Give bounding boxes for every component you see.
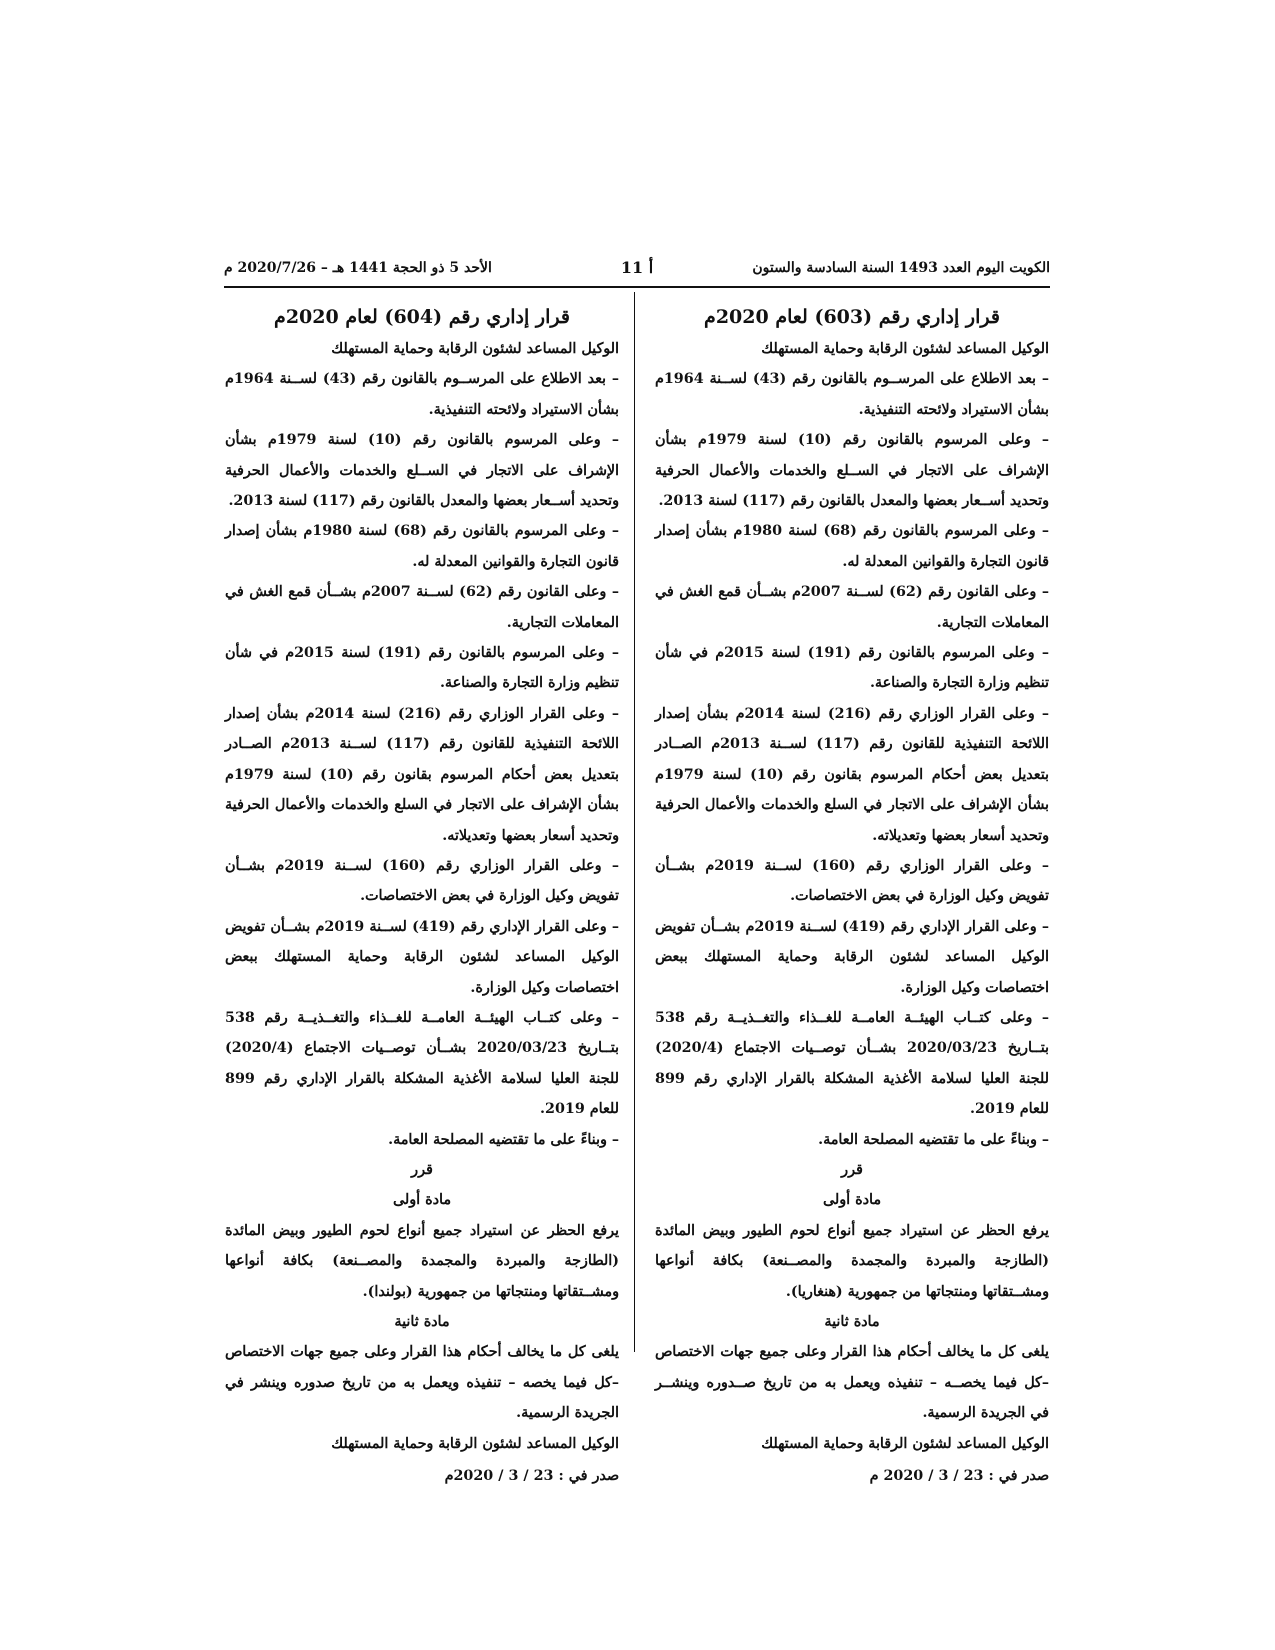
clause: – وعلى القرار الوزاري رقم (216) لسنة 2014م بشأن إصدار اللائحة التنفيذية للقانون رقم (117) لســنة 2013م الصــادر بتعديل بعض أحكام المرسوم بقانون رقم (10) لسنة 1979م بشأن الإشراف على الاتجار في السلع والخدمات والأعمال الحرفية وتحديد أسعار بعضها وتعديلاته. — [225, 705, 620, 844]
issue-date-line: صدر في : 23 / 3 / 2020م — [444, 1468, 619, 1485]
page-header — [224, 256, 1050, 286]
clause: – وعلى المرسوم بالقانون رقم (191) لسنة 2015م في شأن تنظيم وزارة التجارة والصناعة. — [655, 645, 1049, 692]
clause: – وعلى القرار الوزاري رقم (160) لســنة 2019م بشــأن تفويض وكيل الوزارة في بعض الاختصاصات. — [655, 857, 1050, 905]
decision-title: قرار إداري رقم (603) لعام 2020م — [704, 306, 1000, 328]
article-2-text: يلغى كل ما يخالف أحكام هذا القرار وعلى جميع جهات الاختصاص –كل فيما يخصــه – تنفيذه ويعمل به من تاريخ صــدوره وينشــر في الجريدة الرسمية. — [655, 1344, 1049, 1422]
article-2-heading: مادة ثانية — [394, 1314, 450, 1330]
clause: – بعد الاطلاع على المرســوم بالقانون رقم (43) لســنة 1964م بشأن الاستيراد ولائحته التنفيذية. — [655, 371, 1050, 418]
decision-604-column — [225, 300, 619, 1491]
clause: – وعلى المرسوم بالقانون رقم (10) لسنة 1979م بشأن الإشراف على الاتجار في الســلع والخدمات والأعمال الحرفية وتحديد أســعار بعضها والمعدل بالقانون رقم (117) لسنة 2013. — [225, 432, 620, 510]
clause: – وعلى القرار الإداري رقم (419) لســنة 2019م بشــأن تفويض الوكيل المساعد لشئون الرقابة وحماية المستهلك ببعض اختصاصات وكيل الوزارة. — [225, 918, 619, 996]
article-1-text: يرفع الحظر عن استيراد جميع أنواع لحوم الطيور وبيض المائدة (الطازجة والمبردة والمجمدة والمصــنعة) بكافة أنواعها ومشــتقاتها ومنتجاتها من جمهورية (بولندا). — [225, 1222, 619, 1300]
signature: الوكيل المساعد لشئون الرقابة وحماية المستهلك — [761, 1435, 1049, 1452]
article-2-heading: مادة ثانية — [824, 1314, 880, 1330]
clause: – وعلى المرسوم بالقانون رقم (10) لسنة 1979م بشأن الإشراف على الاتجار في الســلع والخدمات والأعمال الحرفية وتحديد أســعار بعضها والمعدل بالقانون رقم (117) لسنة 2013. — [655, 432, 1050, 510]
decision-title: قرار إداري رقم (604) لعام 2020م — [274, 306, 570, 328]
clause: – وعلى كتــاب الهيئــة العامــة للغــذاء والتغــذيــة رقم 538 بتــاريخ 2020/03/23 بشــأن توصــيات الاجتماع (2020/4) للجنة العليا لسلامة الأغذية المشكلة بالقرار الإداري رقم 899 للعام 2019. — [225, 1009, 619, 1118]
page-number: أ 11 — [620, 258, 654, 277]
article-2-text: يلغى كل ما يخالف أحكام هذا القرار وعلى جميع جهات الاختصاص –كل فيما يخصه – تنفيذه ويعمل به من تاريخ صدوره وينشر في الجريدة الرسمية. — [225, 1344, 619, 1422]
issue-date-line: صدر في : 23 / 3 / 2020 م — [869, 1468, 1049, 1485]
clause: – وعلى المرسوم بالقانون رقم (68) لسنة 1980م بشأن إصدار قانون التجارة والقوانين المعدلة له. — [655, 523, 1049, 570]
issuer-line: الوكيل المساعد لشئون الرقابة وحماية المستهلك — [761, 341, 1049, 357]
clause: – وعلى كتــاب الهيئــة العامــة للغــذاء والتغــذيــة رقم 538 بتــاريخ 2020/03/23 بشــأن توصــيات الاجتماع (2020/4) للجنة العليا لسلامة الأغذية المشكلة بالقرار الإداري رقم 899 للعام 2019. — [655, 1009, 1049, 1118]
decided-heading: قرر — [841, 1161, 863, 1178]
decision-603-column — [655, 300, 1049, 1491]
column-divider — [634, 292, 635, 1352]
clause: – وعلى القرار الوزاري رقم (160) لســنة 2019م بشــأن تفويض وكيل الوزارة في بعض الاختصاصات. — [225, 857, 620, 905]
header-rule — [224, 286, 1050, 288]
clause: – وعلى القانون رقم (62) لســنة 2007م بشــأن قمع الغش في المعاملات التجارية. — [655, 584, 1050, 631]
signature: الوكيل المساعد لشئون الرقابة وحماية المستهلك — [331, 1435, 619, 1452]
clause: – وعلى القرار الوزاري رقم (216) لسنة 2014م بشأن إصدار اللائحة التنفيذية للقانون رقم (117) لســنة 2013م الصــادر بتعديل بعض أحكام المرسوم بقانون رقم (10) لسنة 1979م بشأن الإشراف على الاتجار في السلع والخدمات والأعمال الحرفية وتحديد أسعار بعضها وتعديلاته. — [655, 705, 1050, 844]
gazette-issue: الكويت اليوم العدد 1493 السنة السادسة والستون — [752, 260, 1050, 276]
clause: – بعد الاطلاع على المرســوم بالقانون رقم (43) لســنة 1964م بشأن الاستيراد ولائحته التنفيذية. — [225, 371, 620, 418]
clause: – وبناءً على ما تقتضيه المصلحة العامة. — [388, 1131, 619, 1148]
article-1-text: يرفع الحظر عن استيراد جميع أنواع لحوم الطيور وبيض المائدة (الطازجة والمبردة والمجمدة والمصــنعة) بكافة أنواعها ومشــتقاتها ومنتجاتها من جمهورية (هنغاريا). — [655, 1222, 1049, 1300]
clause: – وعلى المرسوم بالقانون رقم (191) لسنة 2015م في شأن تنظيم وزارة التجارة والصناعة. — [225, 645, 619, 692]
issue-date: الأحد 5 ذو الحجة 1441 هـ – 2020/7/26 م — [224, 260, 492, 276]
clause: – وعلى القانون رقم (62) لســنة 2007م بشــأن قمع الغش في المعاملات التجارية. — [225, 584, 620, 631]
decided-heading: قرر — [411, 1161, 433, 1178]
clause: – وعلى المرسوم بالقانون رقم (68) لسنة 1980م بشأن إصدار قانون التجارة والقوانين المعدلة له. — [225, 523, 619, 570]
clause: – وعلى القرار الإداري رقم (419) لســنة 2019م بشــأن تفويض الوكيل المساعد لشئون الرقابة وحماية المستهلك ببعض اختصاصات وكيل الوزارة. — [655, 918, 1049, 996]
clause: – وبناءً على ما تقتضيه المصلحة العامة. — [818, 1131, 1049, 1148]
article-1-heading: مادة أولى — [393, 1192, 451, 1209]
article-1-heading: مادة أولى — [823, 1192, 881, 1209]
issuer-line: الوكيل المساعد لشئون الرقابة وحماية المستهلك — [331, 341, 619, 357]
